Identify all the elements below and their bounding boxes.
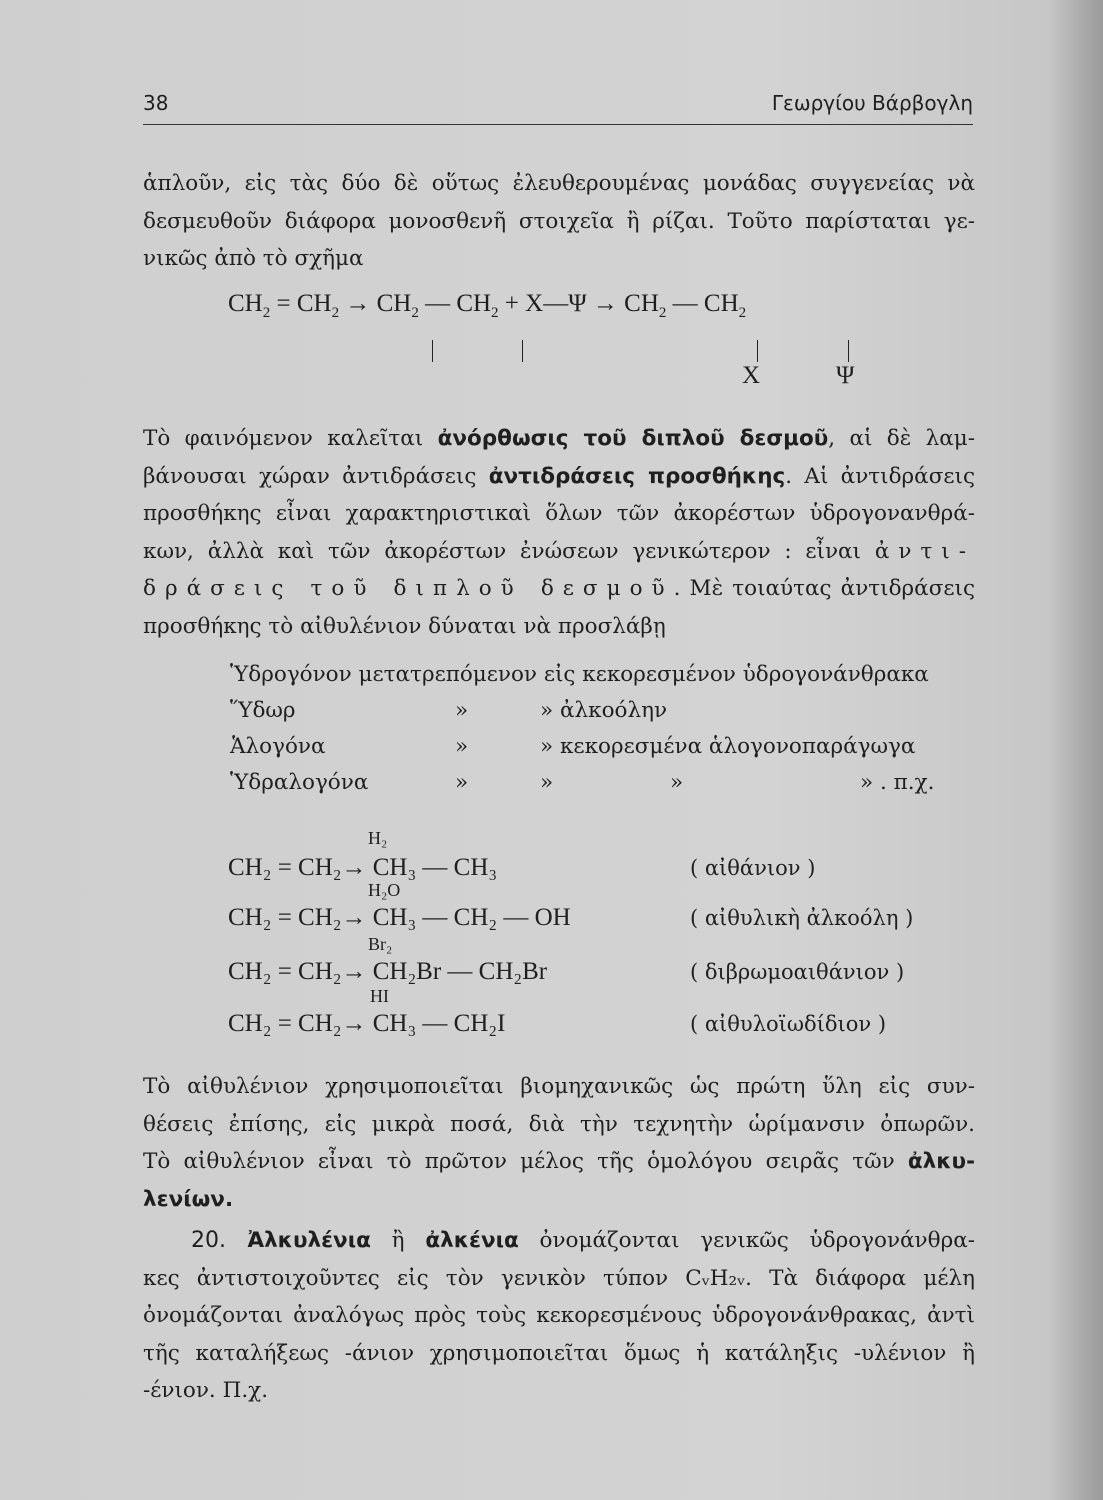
text-line: προσθήκης εἶναι χαρακτηριστικαὶ ὅλων τῶν ἀκορέστων ὑδρογονανθρά-	[143, 501, 975, 526]
bond-line	[432, 340, 433, 362]
text-line: ἁπλοῦν, εἰς τὰς δύο δὲ οὕτως ἐλευθερουμένας μονάδας συγγενείας νὰ	[143, 171, 975, 196]
text-line: κες ἀντιστοιχοῦντες εἰς τὸν γενικὸν τύπον CᵥH₂ᵥ. Τὰ διάφορα μέλη	[143, 1265, 975, 1291]
text-line: δράσεις τοῦ διπλοῦ δεσμοῦ. Μὲ τοιαύτας ἀντιδράσεις	[143, 576, 975, 601]
reaction-product-name: ( αἰθυλοϊωδίδιον )	[690, 1012, 887, 1036]
text-line: Τὸ αἰθυλένιον χρησιμοποιεῖται βιομηχανικῶς ὡς πρώτη ὕλη εἰς συν-	[143, 1074, 975, 1099]
reaction-equation: CH₂ = CH₂→ CH₃ — CH₃	[228, 854, 498, 881]
paragraph-intro	[143, 165, 975, 278]
reagent-label: H₂O	[368, 880, 401, 900]
bond-line	[757, 340, 758, 362]
substituent-x: X	[742, 362, 761, 389]
reaction-equation: CH₂ = CH₂→ CH₂Br — CH₂Br	[228, 958, 548, 985]
reaction-equation: CH₂ = CH₂→ CH₃ — CH₂ — OH	[228, 904, 571, 931]
text-line: κων, ἀλλὰ καὶ τῶν ἀκορέστων ἐνώσεων γενικώτερον : εἶναι ἀντι-	[143, 538, 975, 564]
table-row	[230, 770, 975, 806]
bond-line	[522, 340, 523, 362]
text-line: βάνουσαι χώραν ἀντιδράσεις ἀντιδράσεις προσθήκης. Αἱ ἀντιδράσεις	[143, 463, 975, 489]
text-line: 20. Ἀλκυλένια ἢ ἀλκένια ὀνομάζονται γενικῶς ὑδρογονάνθρα-	[191, 1228, 975, 1253]
reaction-product-name: ( αἰθάνιον )	[690, 856, 816, 880]
text-line: δεσμευθοῦν διάφορα μονοσθενῆ στοιχεῖα ἢ ρίζαι. Τοῦτο παρίσταται γε-	[143, 208, 975, 234]
section-number: 20.	[191, 1228, 226, 1253]
table-row	[230, 662, 975, 698]
reaction-row	[228, 1010, 973, 1050]
paragraph-alkenes	[143, 1222, 975, 1410]
table-cell: »	[670, 770, 684, 795]
text-line: νικῶς ἀπὸ τὸ σχῆμα	[143, 246, 364, 271]
substituent-psi: Ψ	[836, 362, 855, 389]
table-cell: Ἁλογόνα	[230, 734, 326, 759]
reaction-row	[228, 904, 973, 944]
reaction-row	[228, 854, 973, 894]
table-cell: Ὑδραλογόνα	[230, 770, 369, 795]
table-cell: » . π.χ.	[860, 770, 935, 795]
paragraph-ethylene-use	[143, 1068, 975, 1218]
reaction-row	[228, 958, 973, 998]
text-line: Τὸ φαινόμενον καλεῖται ἀνόρθωσις τοῦ διπλοῦ δεσμοῦ, αἱ δὲ λαμ-	[143, 426, 975, 451]
table-row	[230, 734, 975, 770]
text-line: Τὸ αἰθυλένιον εἶναι τὸ πρῶτον μέλος τῆς ὁμολόγου σειρᾶς τῶν ἀλκυ-	[143, 1149, 975, 1174]
running-head: Γεωργίου Βάρβογλη	[771, 91, 973, 115]
table-cell: » ἀλκοόλην	[540, 698, 668, 723]
header-rule	[143, 124, 973, 125]
table-cell: Ὑδρογόνον μετατρεπόμενον εἰς κεκορεσμένον ὑδρογονάνθρακα	[230, 662, 929, 687]
table-row	[230, 698, 975, 734]
text-line: θέσεις ἐπίσης, εἰς μικρὰ ποσά, διὰ τὴν τεχνητὴν ὡρίμανσιν ὀπωρῶν.	[143, 1111, 975, 1137]
table-cell: » κεκορεσμένα ἁλογονοπαράγωγα	[540, 734, 916, 759]
table-cell: Ὕδωρ	[230, 698, 296, 723]
reaction-equation: CH₂ = CH₂→ CH₃ — CH₂I	[228, 1010, 506, 1037]
text-line: τῆς καταλήξεως -άνιον χρησιμοποιεῖται ὅμως ἡ κατάληξις -υλένιον ἢ	[143, 1340, 975, 1366]
text-line: προσθήκης τὸ αἰθυλένιον δύναται νὰ προσλάβῃ	[143, 613, 666, 639]
reagent-label: H₂	[368, 828, 388, 848]
table-cell: »	[540, 770, 554, 795]
text-line: ὀνομάζονται ἀναλόγως πρὸς τοὺς κεκορεσμένους ὑδρογονάνθρακας, ἀντὶ	[143, 1303, 975, 1328]
bond-line	[848, 340, 849, 362]
addition-table	[230, 662, 975, 806]
reagent-label: Br₂	[368, 934, 393, 954]
reaction-product-name: ( αἰθυλικὴ ἀλκοόλη )	[690, 906, 914, 930]
reaction-product-name: ( διβρωμοαιθάνιον )	[690, 960, 905, 984]
paragraph-addition	[143, 420, 975, 645]
page-number: 38	[143, 91, 169, 115]
scheme-equation: $CH_2 = CH_2 \to CH_2$ — $CH_2$ + X—Ψ → $CH_2$ — $CH_2$	[228, 290, 747, 321]
table-cell: »	[455, 770, 469, 795]
text-line: λενίων.	[143, 1186, 234, 1212]
table-cell: »	[455, 734, 469, 759]
text-line: -ένιον. Π.χ.	[143, 1378, 269, 1403]
table-cell: »	[455, 698, 469, 723]
page-header	[143, 85, 973, 125]
reagent-label: HI	[370, 986, 389, 1006]
